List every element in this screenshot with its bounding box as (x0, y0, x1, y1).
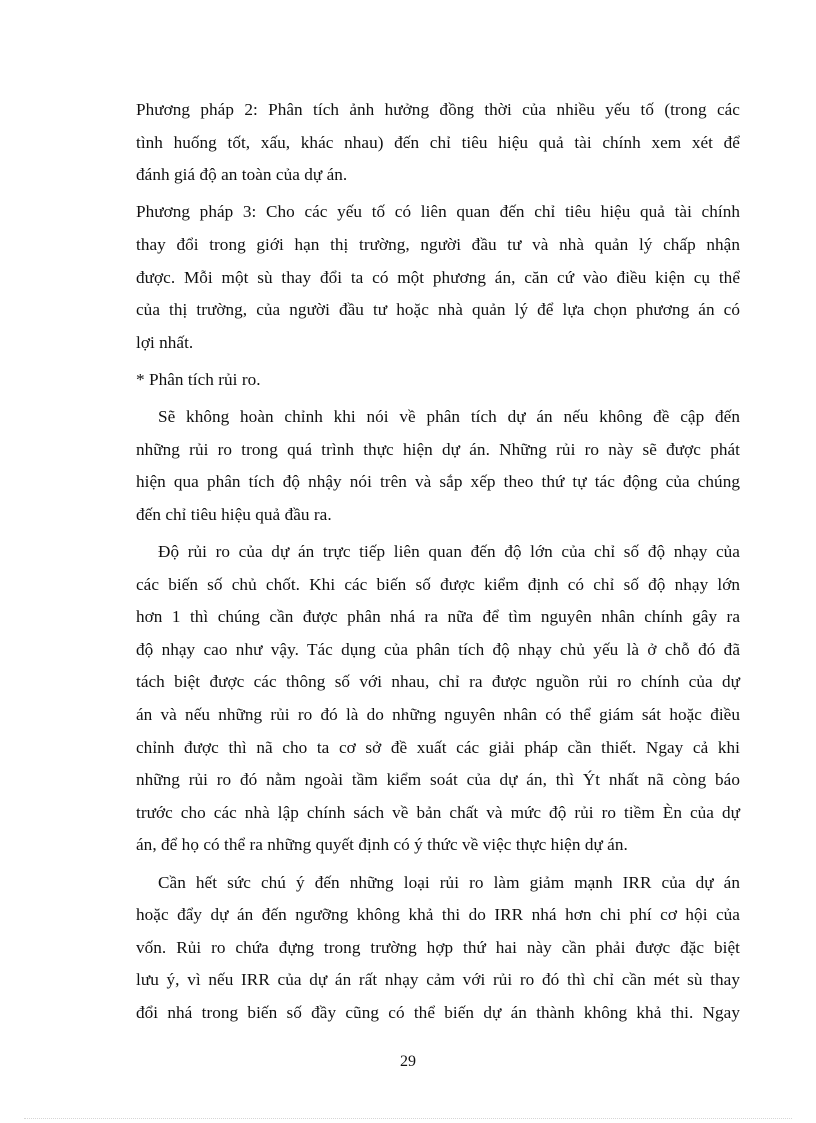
text-line: độ nhạy cao như vậy. Tác dụng của phân tích độ nhạy chủ yếu là ở chỗ đó đã (136, 639, 740, 659)
paragraph-method-2 (136, 94, 740, 192)
text-line: Phương pháp 3: Cho các yếu tố có liên quan đến chỉ tiêu hiệu quả tài chính (136, 202, 740, 222)
text-line: lợi nhất. (136, 332, 194, 352)
body-text (136, 94, 740, 1034)
text-line: những rủi ro đó nằm ngoài tầm kiểm soát của dự án, thì Ýt nhất nã còng báo (136, 770, 740, 790)
text-line: của thị trường, của người đầu tư hoặc nhà quản lý để lựa chọn phương án có (136, 300, 740, 320)
text-line: những rủi ro trong quá trình thực hiện dự án. Những rủi ro này sẽ được phát (136, 439, 740, 459)
text-line: thay đổi trong giới hạn thị trường, người đầu tư và nhà quản lý chấp nhận (136, 234, 740, 254)
text-line: trước cho các nhà lập chính sách về bản chất và mức độ rủi ro tiềm Èn của dự (136, 802, 740, 822)
text-line: * Phân tích rủi ro. (136, 369, 261, 389)
page-number: 29 (400, 1053, 416, 1070)
text-line: Phương pháp 2: Phân tích ảnh hưởng đồng thời của nhiều yếu tố (trong các (136, 100, 740, 119)
text-line: đổi nhá trong biến số đầy cũng có thể biến dự án thành không khả thi. Ngay (136, 1003, 740, 1022)
text-line: Độ rủi ro của dự án trực tiếp liên quan đến độ lớn của chỉ số độ nhạy của (158, 542, 740, 562)
paragraph-risk-intro (136, 401, 740, 531)
footer-divider (24, 1118, 792, 1119)
text-line: hơn 1 thì chúng cần được phân nhá ra nữa để tìm nguyên nhân chính gây ra (136, 607, 740, 627)
paragraph-risk-sensitivity (136, 536, 740, 862)
text-line: tách biệt được các thông số với nhau, chỉ ra được nguồn rủi ro chính của dự (136, 672, 740, 692)
paragraph-method-3 (136, 196, 740, 359)
paragraph-risk-irr (136, 867, 740, 1030)
text-line: tình huống tốt, xấu, khác nhau) đến chỉ tiêu hiệu quả tài chính xem xét để (136, 132, 740, 152)
text-line: lưu ý, vì nếu IRR của dự án rất nhạy cảm với rủi ro đó thì chỉ cần mét sù thay (136, 970, 740, 990)
section-heading-risk-analysis (136, 364, 740, 397)
text-line: án và nếu những rủi ro đó là do những nguyên nhân có thể giám sát hoặc điều (136, 705, 740, 725)
text-line: đến chỉ tiêu hiệu quả đầu ra. (136, 504, 332, 524)
text-line: vốn. Rủi ro chứa đựng trong trường hợp thứ hai này cần phải được đặc biệt (136, 937, 740, 957)
text-line: được. Mỗi một sù thay đổi ta có một phương án, căn cứ vào điều kiện cụ thể (136, 267, 740, 287)
text-line: Sẽ không hoàn chỉnh khi nói về phân tích dự án nếu không đề cập đến (158, 407, 740, 427)
text-line: đánh giá độ an toàn của dự án. (136, 165, 348, 185)
text-line: hiện qua phân tích độ nhậy nói trên và sắp xếp theo thứ tự tác động của chúng (136, 472, 740, 492)
text-line: Cần hết sức chú ý đến những loại rủi ro làm giảm mạnh IRR của dự án (158, 872, 740, 892)
text-line: án, để họ có thể ra những quyết định có ý thức về việc thực hiện dự án. (136, 835, 628, 855)
text-line: các biến số chủ chốt. Khi các biến số được kiểm định có chỉ số độ nhạy lớn (136, 574, 740, 594)
text-line: hoặc đẩy dự án đến ngưỡng không khả thi do IRR nhá hơn chi phí cơ hội của (136, 905, 740, 925)
text-line: chỉnh được thì nã cho ta cơ sở đề xuất các giải pháp cần thiết. Ngay cả khi (136, 737, 740, 757)
